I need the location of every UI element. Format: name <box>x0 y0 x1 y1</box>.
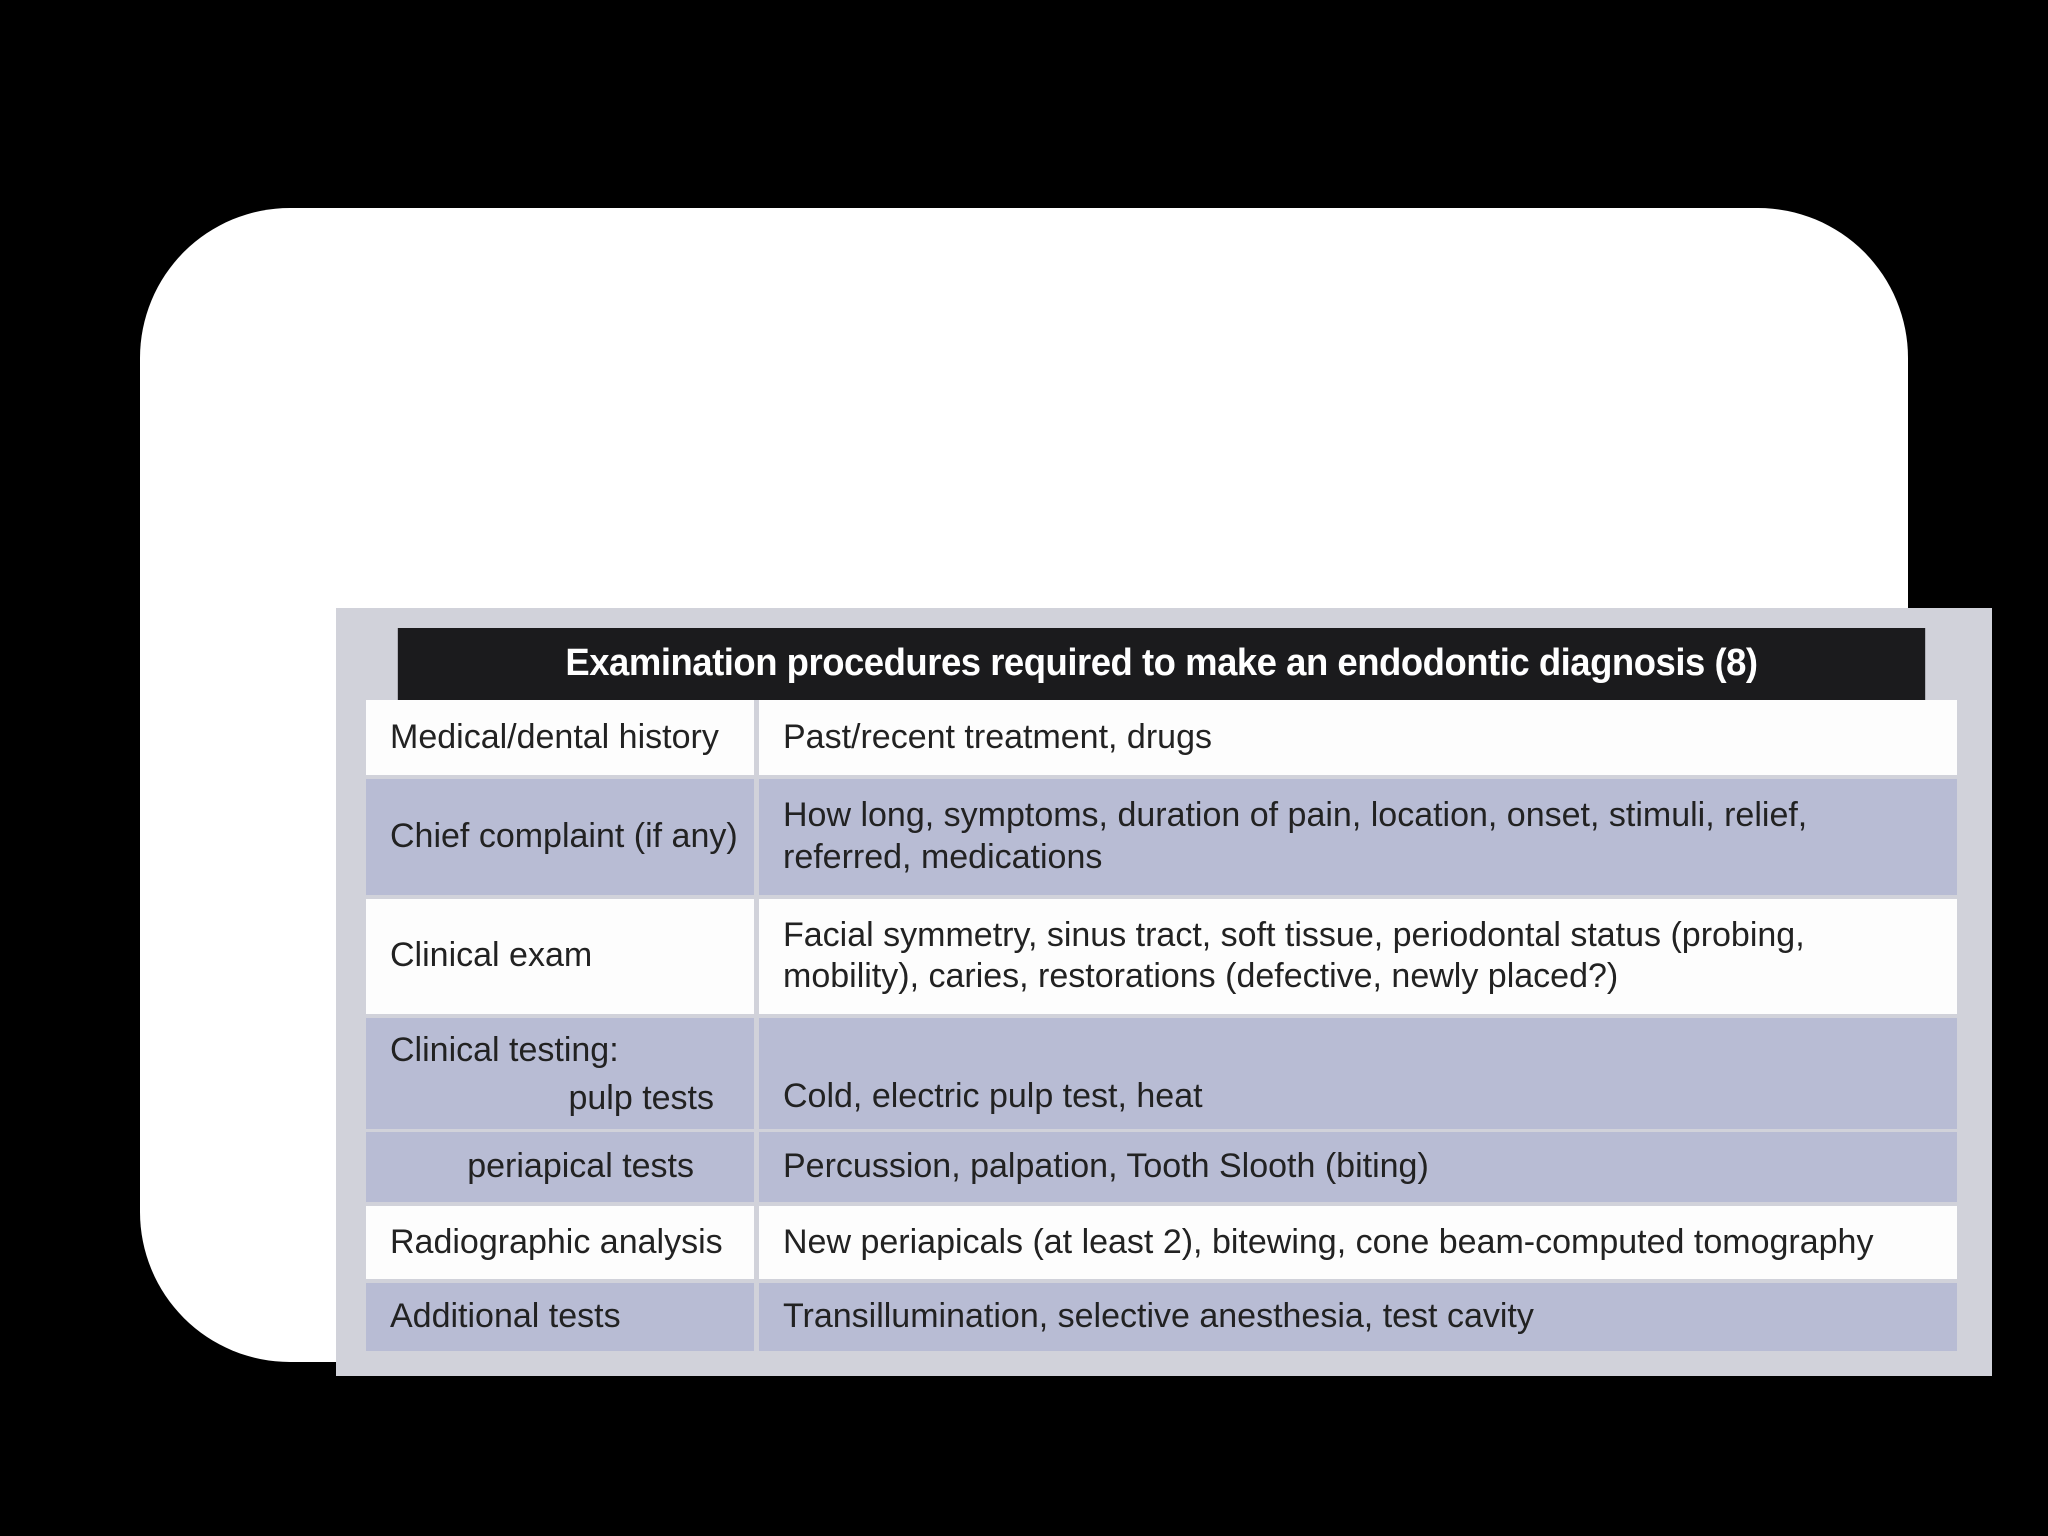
row-sublabel-text: periapical tests <box>467 1147 694 1186</box>
row-label <box>366 1283 759 1351</box>
row-label <box>366 1018 759 1129</box>
row-value <box>759 899 1957 1014</box>
row-label-text: Additional tests <box>390 1297 621 1336</box>
table-title: Examination procedures required to make an endodontic diagnosis (8) <box>398 628 1925 700</box>
row-value-text: Past/recent treatment, drugs <box>783 717 1212 756</box>
row-value <box>759 779 1957 894</box>
row-value <box>759 1018 1957 1129</box>
row-value-text: New periapicals (at least 2), bitewing, cone beam-computed tomography <box>783 1222 1874 1261</box>
table-row <box>366 1283 1957 1351</box>
table-row <box>366 1132 1957 1202</box>
row-value-line: How long, symptoms, duration of pain, location, onset, stimuli, relief, <box>783 796 1808 835</box>
row-value <box>759 1132 1957 1202</box>
row-label <box>366 899 759 1014</box>
row-value-text: Cold, electric pulp test, heat <box>783 1076 1203 1115</box>
row-value-line: Facial symmetry, sinus tract, soft tissue, periodontal status (probing, <box>783 915 1805 954</box>
row-label <box>366 1132 759 1202</box>
table-row <box>366 899 1957 1014</box>
table-row <box>366 700 1957 776</box>
row-label <box>366 700 759 776</box>
table-row <box>366 1206 1957 1280</box>
row-label-text: Chief complaint (if any) <box>390 817 738 856</box>
row-value <box>759 700 1957 776</box>
row-label-text: Medical/dental history <box>390 717 719 756</box>
row-value-line: referred, medications <box>783 837 1103 876</box>
table-row <box>366 779 1957 894</box>
row-label <box>366 779 759 894</box>
examination-table <box>366 628 1957 1351</box>
row-value-text: Transillumination, selective anesthesia, test cavity <box>783 1297 1534 1336</box>
row-sublabel-text: pulp tests <box>568 1078 714 1117</box>
table-frame <box>336 608 1992 1376</box>
row-value <box>759 1283 1957 1351</box>
row-value-line: mobility), caries, restorations (defective, newly placed?) <box>783 957 1619 996</box>
row-value-text: Percussion, palpation, Tooth Slooth (biting) <box>783 1147 1429 1186</box>
row-label-text: Clinical testing: <box>390 1030 619 1069</box>
row-label-text: Clinical exam <box>390 936 593 975</box>
row-value <box>759 1206 1957 1280</box>
slide-card <box>140 208 1908 1362</box>
row-label <box>366 1206 759 1280</box>
table-row <box>366 1018 1957 1129</box>
row-label-text: Radiographic analysis <box>390 1222 723 1261</box>
